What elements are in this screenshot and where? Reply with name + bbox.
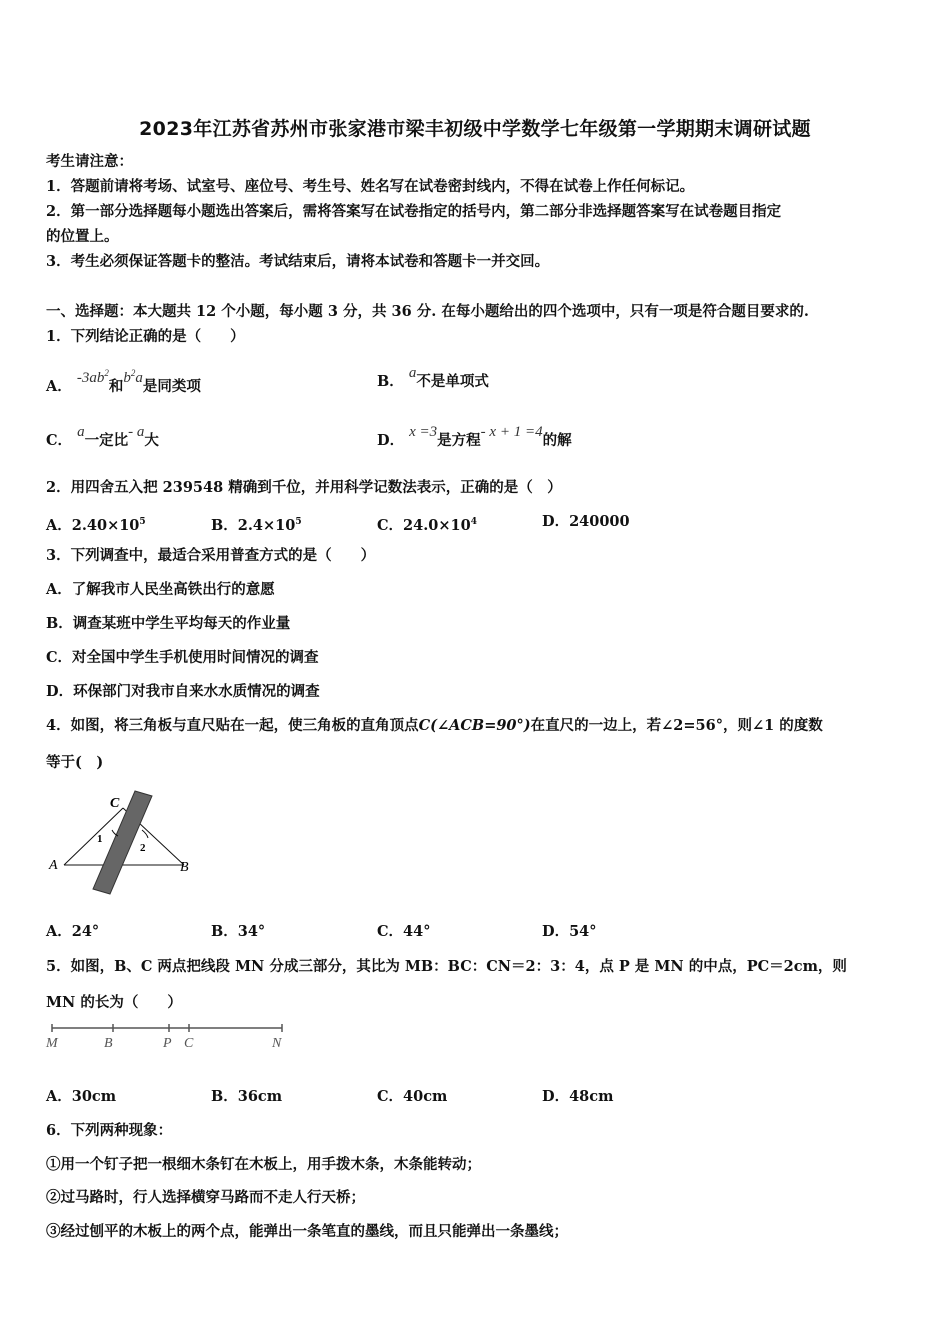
math-expression: C(∠ACB=90°) [418,717,531,734]
question-2-stem: 2．用四舍五入把 239548 精确到千位，并用科学记数法表示，正确的是（ ） [46,479,562,496]
q6-item: ①用一个钉子把一根细木条钉在木板上，用手拨木条，木条能转动； [46,1156,481,1173]
notice-item: 1．答题前请将考场、试室号、座位号、考生号、姓名写在试卷密封线内，不得在试卷上作任何标记。 [46,178,695,195]
question-4-stem-cont: 等于( ) [46,754,104,771]
q2-option-d: D．240000 [542,513,630,530]
label-b: B [180,860,189,875]
q3-option: D．环保部门对我市自来水水质情况的调查 [46,683,320,700]
q6-item: ②过马路时，行人选择横穿马路而不走人行天桥； [46,1189,365,1206]
math-expression: $-3ab^2$ [76,368,109,386]
q5-option-a: A．30cm [46,1088,117,1105]
q4-option-b: B．34° [211,923,266,940]
q5-figure [44,1020,294,1054]
q2-option-c: C．$24.0\times 10^4$ [377,516,477,534]
question-5-stem: 5．如图，B、C 两点把线段 MN 分成三部分，其比为 MB：BC：CN＝2：3：4，点 P 是 MN 的中点，PC＝2cm，则 [46,958,847,975]
q4-option-d: D．54° [542,923,597,940]
math-expression: x =3 [409,424,438,440]
q1-option-c: C． a一定比- a大 [46,424,159,449]
q3-option: C．对全国中学生手机使用时间情况的调查 [46,649,319,666]
label-c: C [110,796,120,811]
q4-option-c: C．44° [377,923,431,940]
q3-option: B．调查某班中学生平均每天的作业量 [46,615,291,632]
math-expression: $b^2a$ [123,368,143,386]
label-n: N [272,1036,282,1051]
notice-heading: 考生请注意： [46,153,133,170]
label-c: C [184,1036,194,1051]
notice-item: 的位置上。 [46,228,119,245]
q1-option-a: A． $-3ab^2$和$b^2a$是同类项 [46,368,201,395]
q5-option-d: D．48cm [542,1088,614,1105]
q2-option-a: A．$2.40\times 10^5$ [46,516,146,534]
question-5-stem-cont: MN 的长为（ ） [46,994,182,1011]
notice-item: 2．第一部分选择题每小题选出答案后，需将答案写在试卷指定的括号内，第二部分非选择题答案写在试卷题目指定 [46,203,782,220]
q1-option-d: D． x =3是方程- x + 1 =4的解 [377,424,572,449]
notice-item: 3．考生必须保证答题卡的整洁。考试结束后，请将本试卷和答题卡一并交回。 [46,253,550,270]
q4-option-a: A．24° [46,923,100,940]
q5-option-b: B．36cm [211,1088,283,1105]
math-expression: a [77,424,85,440]
question-4-stem: 4．如图，将三角板与直尺贴在一起，使三角板的直角顶点C(∠ACB=90°)在直尺的一边上，若∠2=56°，则∠1 的度数 [46,717,823,734]
label-a: A [49,858,58,873]
page-title: 2023年江苏省苏州市张家港市梁丰初级中学数学七年级第一学期期末调研试题 [139,118,811,140]
q3-option: A．了解我市人民坐高铁出行的意愿 [46,581,275,598]
q5-option-c: C．40cm [377,1088,448,1105]
math-expression: - x + 1 =4 [480,424,543,440]
section-heading: 一、选择题：本大题共 12 个小题，每小题 3 分，共 36 分. 在每小题给出的四个选项中，只有一项是符合题目要求的. [46,303,809,320]
label-angle-2: 2 [140,842,146,854]
question-1-stem: 1．下列结论正确的是（ ） [46,328,245,345]
label-angle-1: 1 [97,833,103,845]
q1-option-b: B． a不是单项式 [377,365,489,390]
question-3-stem: 3．下列调查中，最适合采用普查方式的是（ ） [46,547,376,564]
label-b: B [104,1036,113,1051]
label-p: P [163,1036,172,1051]
question-6-stem: 6．下列两种现象： [46,1122,173,1139]
math-expression: - a [128,424,145,440]
q4-figure [44,786,196,896]
q6-item: ③经过刨平的木板上的两个点，能弹出一条笔直的墨线，而且只能弹出一条墨线； [46,1223,568,1240]
math-expression: a [408,365,417,381]
q2-option-b: B．$2.4\times 10^5$ [211,516,302,534]
label-m: M [46,1036,58,1051]
